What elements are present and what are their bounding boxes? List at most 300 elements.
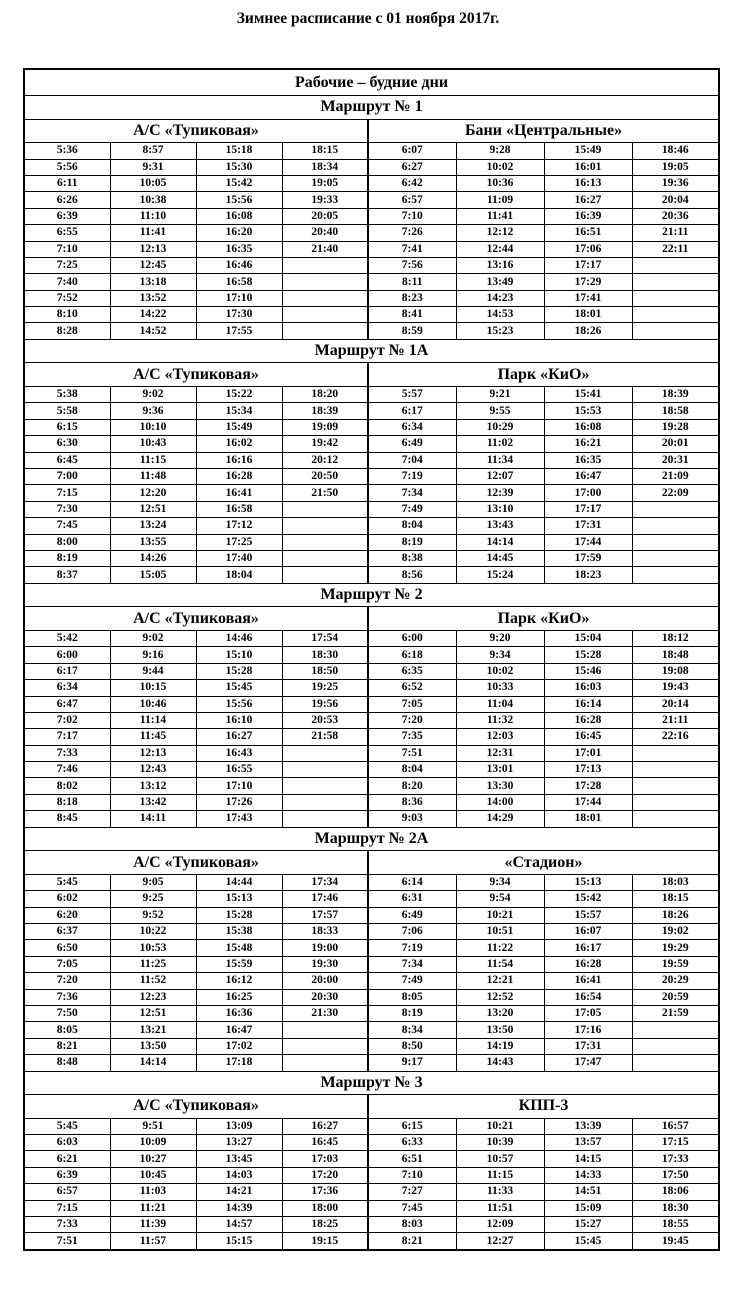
- departure-time: 17:28: [544, 778, 632, 794]
- departure-time: 6:00: [24, 647, 110, 663]
- departure-time: 14:00: [456, 794, 544, 810]
- departure-time: [282, 762, 368, 778]
- table-row: [24, 143, 719, 159]
- departure-time: 14:21: [196, 1184, 282, 1200]
- departure-time: 12:20: [110, 485, 196, 501]
- departure-time: 5:57: [368, 387, 456, 403]
- departure-time: 19:28: [632, 419, 719, 435]
- departure-time: 17:40: [196, 550, 282, 566]
- departure-time: 15:23: [456, 323, 544, 339]
- departure-time: 6:52: [368, 680, 456, 696]
- departure-time: 11:14: [110, 712, 196, 728]
- departure-time: 19:09: [282, 419, 368, 435]
- departure-time: 8:36: [368, 794, 456, 810]
- departure-time: 8:05: [368, 989, 456, 1005]
- departure-time: [632, 778, 719, 794]
- departure-time: 10:33: [456, 680, 544, 696]
- departure-time: 12:39: [456, 485, 544, 501]
- route-title: Маршрут № 2: [24, 583, 719, 607]
- departure-time: 12:43: [110, 762, 196, 778]
- departure-time: 16:43: [196, 745, 282, 761]
- departure-time: 15:57: [544, 907, 632, 923]
- departure-time: 8:21: [368, 1233, 456, 1250]
- table-row: [24, 1200, 719, 1216]
- departure-time: 7:15: [24, 485, 110, 501]
- departure-time: 10:21: [456, 1118, 544, 1134]
- departure-time: [632, 501, 719, 517]
- departure-time: 7:10: [368, 1167, 456, 1183]
- departure-time: 15:45: [196, 680, 282, 696]
- departure-time: 17:25: [196, 534, 282, 550]
- departure-time: 17:16: [544, 1022, 632, 1038]
- departure-time: 13:39: [544, 1118, 632, 1134]
- departure-time: 15:28: [196, 907, 282, 923]
- departure-time: 16:02: [196, 436, 282, 452]
- table-row: [24, 923, 719, 939]
- departure-time: [632, 274, 719, 290]
- departure-time: 8:34: [368, 1022, 456, 1038]
- departure-time: 17:17: [544, 257, 632, 273]
- departure-time: 15:56: [196, 696, 282, 712]
- departure-time: 13:16: [456, 257, 544, 273]
- table-row: [24, 290, 719, 306]
- departure-time: 6:18: [368, 647, 456, 663]
- departure-time: [632, 518, 719, 534]
- departure-time: [632, 811, 719, 827]
- departure-time: 5:38: [24, 387, 110, 403]
- departure-time: 9:44: [110, 663, 196, 679]
- departure-time: 16:08: [196, 208, 282, 224]
- departure-time: 10:10: [110, 419, 196, 435]
- departure-time: 7:05: [368, 696, 456, 712]
- departure-time: 18:34: [282, 159, 368, 175]
- departure-time: 10:57: [456, 1151, 544, 1167]
- table-row: [24, 762, 719, 778]
- table-row: [24, 387, 719, 403]
- departure-time: 17:47: [544, 1055, 632, 1071]
- departure-time: 18:03: [632, 874, 719, 890]
- departure-time: 6:21: [24, 1151, 110, 1167]
- departure-time: 6:49: [368, 436, 456, 452]
- departure-time: 13:21: [110, 1022, 196, 1038]
- table-row: [24, 323, 719, 339]
- departure-time: 18:20: [282, 387, 368, 403]
- departure-time: 7:33: [24, 1217, 110, 1233]
- departure-time: 16:20: [196, 225, 282, 241]
- departure-time: 6:00: [368, 630, 456, 646]
- departure-time: 14:19: [456, 1038, 544, 1054]
- departure-time: 10:36: [456, 175, 544, 191]
- departure-time: 20:50: [282, 469, 368, 485]
- departure-time: 17:43: [196, 811, 282, 827]
- departure-time: [282, 567, 368, 583]
- table-row: [24, 436, 719, 452]
- table-row: [24, 567, 719, 583]
- departure-time: 14:46: [196, 630, 282, 646]
- departure-time: 8:02: [24, 778, 110, 794]
- departure-time: 15:24: [456, 567, 544, 583]
- departure-time: 18:06: [632, 1184, 719, 1200]
- departure-time: 14:03: [196, 1167, 282, 1183]
- departure-time: 15:15: [196, 1233, 282, 1250]
- route-title: Маршрут № 1: [24, 96, 719, 120]
- departure-time: 15:34: [196, 403, 282, 419]
- departure-time: 9:21: [456, 387, 544, 403]
- departure-time: 16:35: [544, 452, 632, 468]
- departure-time: 16:14: [544, 696, 632, 712]
- table-row: [24, 663, 719, 679]
- departure-time: 14:44: [196, 874, 282, 890]
- departure-time: 21:11: [632, 712, 719, 728]
- departure-time: 20:00: [282, 973, 368, 989]
- departure-time: 16:45: [544, 729, 632, 745]
- departure-time: 7:02: [24, 712, 110, 728]
- departure-time: 8:11: [368, 274, 456, 290]
- table-row: [24, 1135, 719, 1151]
- departure-time: 7:56: [368, 257, 456, 273]
- departure-time: [282, 550, 368, 566]
- departure-time: 18:15: [282, 143, 368, 159]
- departure-time: 18:50: [282, 663, 368, 679]
- departure-time: 11:54: [456, 956, 544, 972]
- departure-time: 14:33: [544, 1167, 632, 1183]
- departure-time: 13:30: [456, 778, 544, 794]
- departure-time: 10:05: [110, 175, 196, 191]
- departure-time: 15:46: [544, 663, 632, 679]
- departure-time: 11:02: [456, 436, 544, 452]
- departure-time: 5:36: [24, 143, 110, 159]
- departure-time: 9:31: [110, 159, 196, 175]
- departure-time: 16:36: [196, 1005, 282, 1021]
- departure-time: 15:56: [196, 192, 282, 208]
- departure-time: 19:08: [632, 663, 719, 679]
- departure-time: 16:12: [196, 973, 282, 989]
- departure-time: 17:50: [632, 1167, 719, 1183]
- departure-time: 10:02: [456, 159, 544, 175]
- table-row: [24, 403, 719, 419]
- departure-time: 21:58: [282, 729, 368, 745]
- departure-time: 17:44: [544, 534, 632, 550]
- departure-time: 7:34: [368, 485, 456, 501]
- table-row: [24, 159, 719, 175]
- departure-time: 11:39: [110, 1217, 196, 1233]
- departure-time: 17:06: [544, 241, 632, 257]
- departure-time: 16:35: [196, 241, 282, 257]
- departure-time: 14:45: [456, 550, 544, 566]
- departure-time: 8:38: [368, 550, 456, 566]
- departure-time: 15:42: [196, 175, 282, 191]
- stop-header-right: «Стадион»: [368, 851, 719, 875]
- departure-time: 8:19: [24, 550, 110, 566]
- departure-time: [632, 534, 719, 550]
- departure-time: [282, 745, 368, 761]
- departure-time: 18:23: [544, 567, 632, 583]
- departure-time: 10:09: [110, 1135, 196, 1151]
- departure-time: 9:02: [110, 630, 196, 646]
- departure-time: 11:21: [110, 1200, 196, 1216]
- departure-time: 6:07: [368, 143, 456, 159]
- departure-time: 18:30: [632, 1200, 719, 1216]
- departure-time: 9:54: [456, 891, 544, 907]
- departure-time: 13:24: [110, 518, 196, 534]
- departure-time: 8:04: [368, 762, 456, 778]
- departure-time: 6:49: [368, 907, 456, 923]
- departure-time: 21:11: [632, 225, 719, 241]
- departure-time: 8:45: [24, 811, 110, 827]
- departure-time: 6:45: [24, 452, 110, 468]
- departure-time: 15:27: [544, 1217, 632, 1233]
- departure-time: 8:03: [368, 1217, 456, 1233]
- departure-time: 7:51: [368, 745, 456, 761]
- departure-time: 11:03: [110, 1184, 196, 1200]
- departure-time: 9:52: [110, 907, 196, 923]
- departure-time: 8:20: [368, 778, 456, 794]
- departure-time: 9:05: [110, 874, 196, 890]
- route-title: Маршрут № 2А: [24, 827, 719, 851]
- departure-time: 8:18: [24, 794, 110, 810]
- departure-time: 11:34: [456, 452, 544, 468]
- departure-time: 17:18: [196, 1055, 282, 1071]
- table-row: [24, 874, 719, 890]
- departure-time: 12:12: [456, 225, 544, 241]
- departure-time: 9:02: [110, 387, 196, 403]
- departure-time: 15:49: [196, 419, 282, 435]
- departure-time: 19:30: [282, 956, 368, 972]
- departure-time: 12:51: [110, 501, 196, 517]
- departure-time: [632, 550, 719, 566]
- table-row: [24, 745, 719, 761]
- stop-header-left: А/С «Тупиковая»: [24, 607, 368, 631]
- departure-time: 16:28: [544, 712, 632, 728]
- departure-time: 10:02: [456, 663, 544, 679]
- departure-time: 6:20: [24, 907, 110, 923]
- table-row: [24, 647, 719, 663]
- departure-time: 19:36: [632, 175, 719, 191]
- departure-time: 13:55: [110, 534, 196, 550]
- departure-time: 5:45: [24, 874, 110, 890]
- departure-time: 12:45: [110, 257, 196, 273]
- table-row: [24, 274, 719, 290]
- departure-time: 17:44: [544, 794, 632, 810]
- departure-time: 17:03: [282, 1151, 368, 1167]
- departure-time: 17:00: [544, 485, 632, 501]
- departure-time: 13:57: [544, 1135, 632, 1151]
- departure-time: 19:02: [632, 923, 719, 939]
- departure-time: 15:28: [196, 663, 282, 679]
- departure-time: 9:17: [368, 1055, 456, 1071]
- table-row: [24, 778, 719, 794]
- stop-header-left: А/С «Тупиковая»: [24, 851, 368, 875]
- table-row: [24, 257, 719, 273]
- departure-time: [632, 1038, 719, 1054]
- departure-time: 12:51: [110, 1005, 196, 1021]
- departure-time: 15:22: [196, 387, 282, 403]
- table-row: [24, 307, 719, 323]
- table-row: [24, 1118, 719, 1134]
- departure-time: 17:59: [544, 550, 632, 566]
- departure-time: 18:33: [282, 923, 368, 939]
- departure-time: 7:10: [24, 241, 110, 257]
- departure-time: 16:07: [544, 923, 632, 939]
- departure-time: 13:09: [196, 1118, 282, 1134]
- departure-time: [282, 518, 368, 534]
- departure-time: 14:14: [110, 1055, 196, 1071]
- departure-time: 7:40: [24, 274, 110, 290]
- departure-time: 13:52: [110, 290, 196, 306]
- departure-time: 6:57: [368, 192, 456, 208]
- departure-time: 14:43: [456, 1055, 544, 1071]
- departure-time: 17:17: [544, 501, 632, 517]
- departure-time: 7:49: [368, 501, 456, 517]
- departure-time: 15:13: [196, 891, 282, 907]
- departure-time: 14:26: [110, 550, 196, 566]
- departure-time: 16:28: [544, 956, 632, 972]
- departure-time: 21:09: [632, 469, 719, 485]
- departure-time: 16:13: [544, 175, 632, 191]
- departure-time: 7:41: [368, 241, 456, 257]
- departure-time: 8:10: [24, 307, 110, 323]
- departure-time: 6:35: [368, 663, 456, 679]
- table-row: [24, 696, 719, 712]
- departure-time: [282, 323, 368, 339]
- departure-time: 17:13: [544, 762, 632, 778]
- departure-time: 9:55: [456, 403, 544, 419]
- departure-time: 19:43: [632, 680, 719, 696]
- departure-time: 8:19: [368, 1005, 456, 1021]
- departure-time: 6:34: [24, 680, 110, 696]
- departure-time: 16:21: [544, 436, 632, 452]
- departure-time: 17:33: [632, 1151, 719, 1167]
- departure-time: 13:43: [456, 518, 544, 534]
- departure-time: 8:21: [24, 1038, 110, 1054]
- departure-time: 19:42: [282, 436, 368, 452]
- departure-time: 17:10: [196, 778, 282, 794]
- departure-time: 7:00: [24, 469, 110, 485]
- departure-time: 16:51: [544, 225, 632, 241]
- departure-time: 13:50: [110, 1038, 196, 1054]
- departure-time: 17:34: [282, 874, 368, 890]
- departure-time: 7:25: [24, 257, 110, 273]
- departure-time: 7:19: [368, 940, 456, 956]
- departure-time: 7:19: [368, 469, 456, 485]
- schedule-table: [23, 68, 720, 1251]
- departure-time: 8:50: [368, 1038, 456, 1054]
- departure-time: 18:30: [282, 647, 368, 663]
- departure-time: 16:27: [282, 1118, 368, 1134]
- departure-time: 9:34: [456, 874, 544, 890]
- departure-time: 7:15: [24, 1200, 110, 1216]
- departure-time: 15:09: [544, 1200, 632, 1216]
- departure-time: [282, 1022, 368, 1038]
- departure-time: 15:59: [196, 956, 282, 972]
- departure-time: 6:17: [368, 403, 456, 419]
- departure-time: 6:33: [368, 1135, 456, 1151]
- departure-time: 10:22: [110, 923, 196, 939]
- departure-time: 14:57: [196, 1217, 282, 1233]
- departure-time: 16:45: [282, 1135, 368, 1151]
- departure-time: 22:11: [632, 241, 719, 257]
- departure-time: 6:15: [368, 1118, 456, 1134]
- table-row: [24, 534, 719, 550]
- departure-time: 19:05: [632, 159, 719, 175]
- departure-time: 6:50: [24, 940, 110, 956]
- departure-time: 8:41: [368, 307, 456, 323]
- departure-time: 10:29: [456, 419, 544, 435]
- departure-time: 18:39: [632, 387, 719, 403]
- table-row: [24, 940, 719, 956]
- departure-time: 15:10: [196, 647, 282, 663]
- departure-time: 9:25: [110, 891, 196, 907]
- departure-time: 19:00: [282, 940, 368, 956]
- stop-header-left: А/С «Тупиковая»: [24, 119, 368, 143]
- departure-time: 15:05: [110, 567, 196, 583]
- departure-time: 9:28: [456, 143, 544, 159]
- departure-time: 17:15: [632, 1135, 719, 1151]
- departure-time: 19:56: [282, 696, 368, 712]
- departure-time: 16:17: [544, 940, 632, 956]
- departure-time: 10:45: [110, 1167, 196, 1183]
- departure-time: 14:39: [196, 1200, 282, 1216]
- departure-time: 6:14: [368, 874, 456, 890]
- departure-time: 18:00: [282, 1200, 368, 1216]
- departure-time: [632, 257, 719, 273]
- stop-header-left: А/С «Тупиковая»: [24, 1095, 368, 1119]
- departure-time: 18:58: [632, 403, 719, 419]
- departure-time: 7:36: [24, 989, 110, 1005]
- table-row: [24, 1055, 719, 1071]
- stop-header-right: Парк «КиО»: [368, 607, 719, 631]
- departure-time: 11:04: [456, 696, 544, 712]
- table-row: [24, 1038, 719, 1054]
- route-title: Маршрут № 1А: [24, 339, 719, 363]
- departure-time: 10:53: [110, 940, 196, 956]
- departure-time: 17:05: [544, 1005, 632, 1021]
- departure-time: 14:29: [456, 811, 544, 827]
- departure-time: 17:12: [196, 518, 282, 534]
- departure-time: 14:11: [110, 811, 196, 827]
- departure-time: [282, 794, 368, 810]
- departure-time: 16:54: [544, 989, 632, 1005]
- departure-time: 18:25: [282, 1217, 368, 1233]
- departure-time: 16:03: [544, 680, 632, 696]
- departure-time: 7:26: [368, 225, 456, 241]
- departure-time: 20:05: [282, 208, 368, 224]
- departure-time: 18:55: [632, 1217, 719, 1233]
- departure-time: 13:45: [196, 1151, 282, 1167]
- departure-time: 17:46: [282, 891, 368, 907]
- departure-time: 18:01: [544, 811, 632, 827]
- departure-time: 11:15: [110, 452, 196, 468]
- departure-time: 20:59: [632, 989, 719, 1005]
- departure-time: 13:42: [110, 794, 196, 810]
- departure-time: 10:15: [110, 680, 196, 696]
- departure-time: 8:19: [368, 534, 456, 550]
- stop-header-left: А/С «Тупиковая»: [24, 363, 368, 387]
- departure-time: 17:02: [196, 1038, 282, 1054]
- departure-time: 16:28: [196, 469, 282, 485]
- departure-time: 15:53: [544, 403, 632, 419]
- departure-time: 8:04: [368, 518, 456, 534]
- table-row: [24, 241, 719, 257]
- departure-time: 6:39: [24, 208, 110, 224]
- departure-time: 11:15: [456, 1167, 544, 1183]
- departure-time: 20:04: [632, 192, 719, 208]
- departure-time: 5:56: [24, 159, 110, 175]
- departure-time: 14:15: [544, 1151, 632, 1167]
- departure-time: 15:48: [196, 940, 282, 956]
- departure-time: 21:50: [282, 485, 368, 501]
- departure-time: 18:15: [632, 891, 719, 907]
